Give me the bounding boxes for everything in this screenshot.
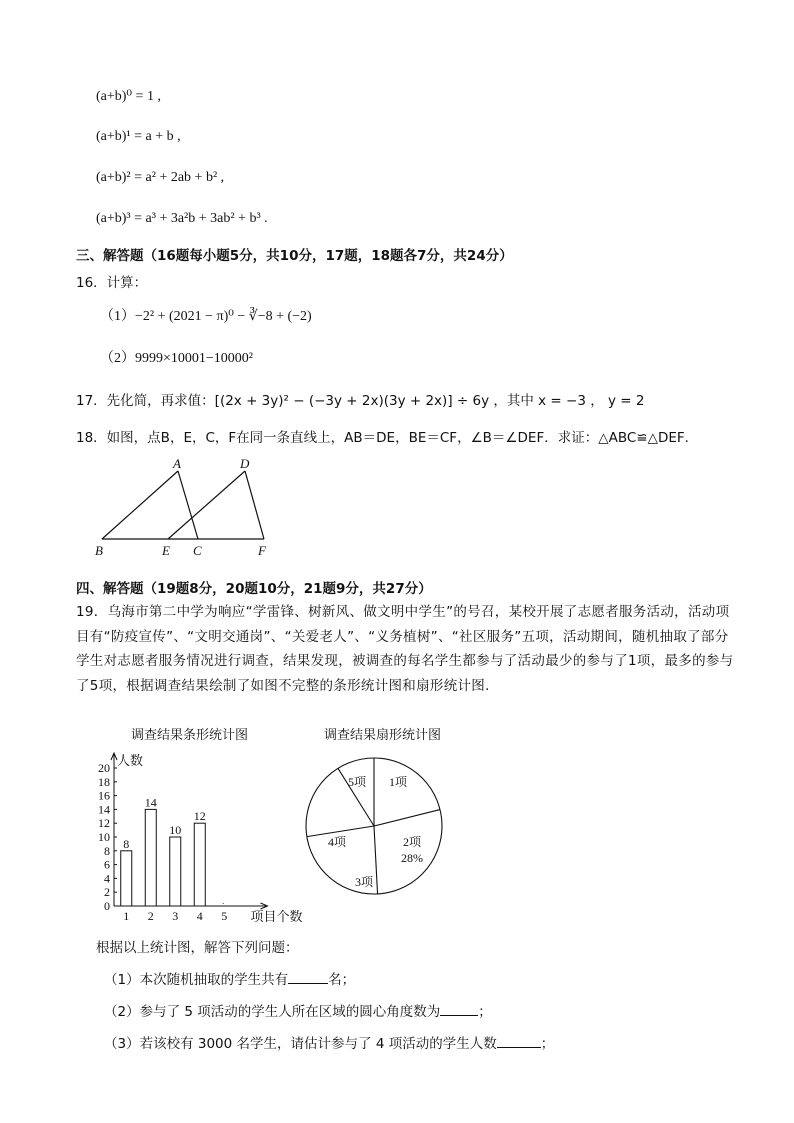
bar-data-label: 14 xyxy=(144,795,157,810)
y-tick-label: 0 xyxy=(104,899,110,913)
segment-DF xyxy=(245,471,264,539)
q19-text: 19．乌海市第二中学为响应“学雷锋、树新风、做文明中学生”的号召，某校开展了志愿者服务活动，活动项目有“防疫宣传”、“文明交通岗”、“关爱老人”、“义务植树”、“社区服务”五项，活动期间，随机抽取了部分学生对志愿者服务情况进行调查，结果发现，被调查的每名学生都参与了活动最少的参与了1项，最多的参与了5项，根据调查结果绘制了如图不完整的条形统计图和扇形统计图． xyxy=(76,604,734,694)
pie-slice-label: 4项 xyxy=(327,835,347,849)
segment-AB xyxy=(102,471,178,539)
q19-sub3-text: （3）若该校有 3000 名学生，请估计参与了 4 项活动的学生人数 xyxy=(104,1036,497,1052)
y-axis-label: 人数 xyxy=(117,753,144,768)
segment-DE xyxy=(168,471,245,539)
pie-slice-label: 5项 xyxy=(347,775,367,789)
q19-sub2 xyxy=(104,1000,492,1020)
bar xyxy=(194,823,205,906)
y-tick-label: 6 xyxy=(104,857,110,872)
pie-slice-value: 28% xyxy=(401,851,423,865)
bar xyxy=(121,851,132,906)
label-F: F xyxy=(258,543,266,558)
pie-slice-label: 2项 xyxy=(402,835,422,849)
y-tick-label: 20 xyxy=(98,761,110,775)
q18: 18．如图，点B，E，C，F在同一条直线上，AB＝DE，BE＝CF，∠B＝∠DEF．求证：△ABC≌△DEF． xyxy=(76,430,699,446)
q19-sub1-text: （1）本次随机抽取的学生共有 xyxy=(104,972,289,988)
y-tick-label: 10 xyxy=(98,830,110,844)
x-tick-label: 5 xyxy=(221,909,228,923)
label-E: E xyxy=(162,543,170,558)
label-D: D xyxy=(240,456,250,471)
binomial-line-2-text: (a+b)² = a² + 2ab + b² , xyxy=(96,170,225,185)
binomial-line-2 xyxy=(96,170,224,186)
q16-part2: （2）9999×10001−10000² xyxy=(100,351,253,366)
q19-intro: 根据以上统计图，解答下列问题： xyxy=(96,940,299,956)
answer-blank-2[interactable] xyxy=(440,1001,478,1016)
q19-sub2-text: （2）参与了 5 项活动的学生人所在区域的圆心角度数为 xyxy=(104,1004,441,1020)
y-tick-label: 18 xyxy=(98,774,110,789)
binomial-line-0 xyxy=(96,88,161,105)
x-axis-label: 项目个数 xyxy=(250,909,303,924)
bar xyxy=(170,837,181,906)
binomial-line-3-text: (a+b)³ = a³ + 3a²b + 3ab² + b³ . xyxy=(96,211,268,226)
bar xyxy=(145,809,156,906)
q17: 17．先化简，再求值：[(2x + 3y)² − (−3y + 2x)(3y + 2x)] ÷ 6y ，其中 x = −3 ， y = 2 xyxy=(76,393,645,409)
x-tick-label: 4 xyxy=(196,909,203,923)
segment-AC xyxy=(178,471,198,539)
pie-chart-title: 调查结果扇形统计图 xyxy=(324,728,442,743)
section4-title: 四、解答题（19题8分，20题10分，21题9分，共27分） xyxy=(76,581,432,597)
q19-sub1 xyxy=(104,968,355,988)
bar-chart xyxy=(84,740,314,930)
binomial-line-3 xyxy=(96,211,268,227)
y-tick-label: 4 xyxy=(104,871,110,886)
label-A: A xyxy=(173,456,181,471)
bar-data-label: 10 xyxy=(169,823,182,837)
binomial-line-0-text: (a+b)⁰ = 1 , xyxy=(96,89,161,104)
pie-chart xyxy=(285,742,465,912)
label-B: B xyxy=(95,543,103,558)
y-tick-label: 12 xyxy=(98,816,110,831)
section3-title: 三、解答题（16题每小题5分，共10分，17题，18题各7分，共24分） xyxy=(76,248,513,264)
geometry-figure xyxy=(92,452,282,562)
binomial-line-1 xyxy=(96,129,181,145)
pie-slice-label: 1项 xyxy=(388,775,408,789)
bar-chart-title: 调查结果条形统计图 xyxy=(131,728,249,743)
binomial-line-1-text: (a+b)¹ = a + b , xyxy=(96,129,181,144)
q19-sub3-suffix: ； xyxy=(540,1036,555,1052)
y-tick-label: 2 xyxy=(104,885,110,900)
pie-slice-label: 3项 xyxy=(354,875,374,889)
bar-data-label: 8 xyxy=(123,836,130,851)
x-tick-dot: . xyxy=(222,897,225,906)
y-tick-label: 8 xyxy=(104,843,110,858)
x-tick-label: 3 xyxy=(172,909,179,923)
bar-data-label: 12 xyxy=(193,809,206,824)
label-C: C xyxy=(193,543,202,558)
y-tick-label: 16 xyxy=(98,788,110,803)
q19-sub2-suffix: ； xyxy=(478,1004,492,1020)
y-tick-label: 14 xyxy=(98,802,110,817)
x-tick-label: 1 xyxy=(123,909,130,923)
answer-blank-3[interactable] xyxy=(497,1033,541,1048)
q19-sub3 xyxy=(104,1032,554,1052)
x-tick-label: 2 xyxy=(147,909,154,923)
q16-part1: （1）−2² + (2021 − π)⁰ − ∛−8 + (−2) xyxy=(100,309,312,324)
q19-sub1-suffix: 名； xyxy=(328,972,356,988)
q16-label: 16．计算： xyxy=(76,275,148,291)
answer-blank-1[interactable] xyxy=(288,969,328,984)
